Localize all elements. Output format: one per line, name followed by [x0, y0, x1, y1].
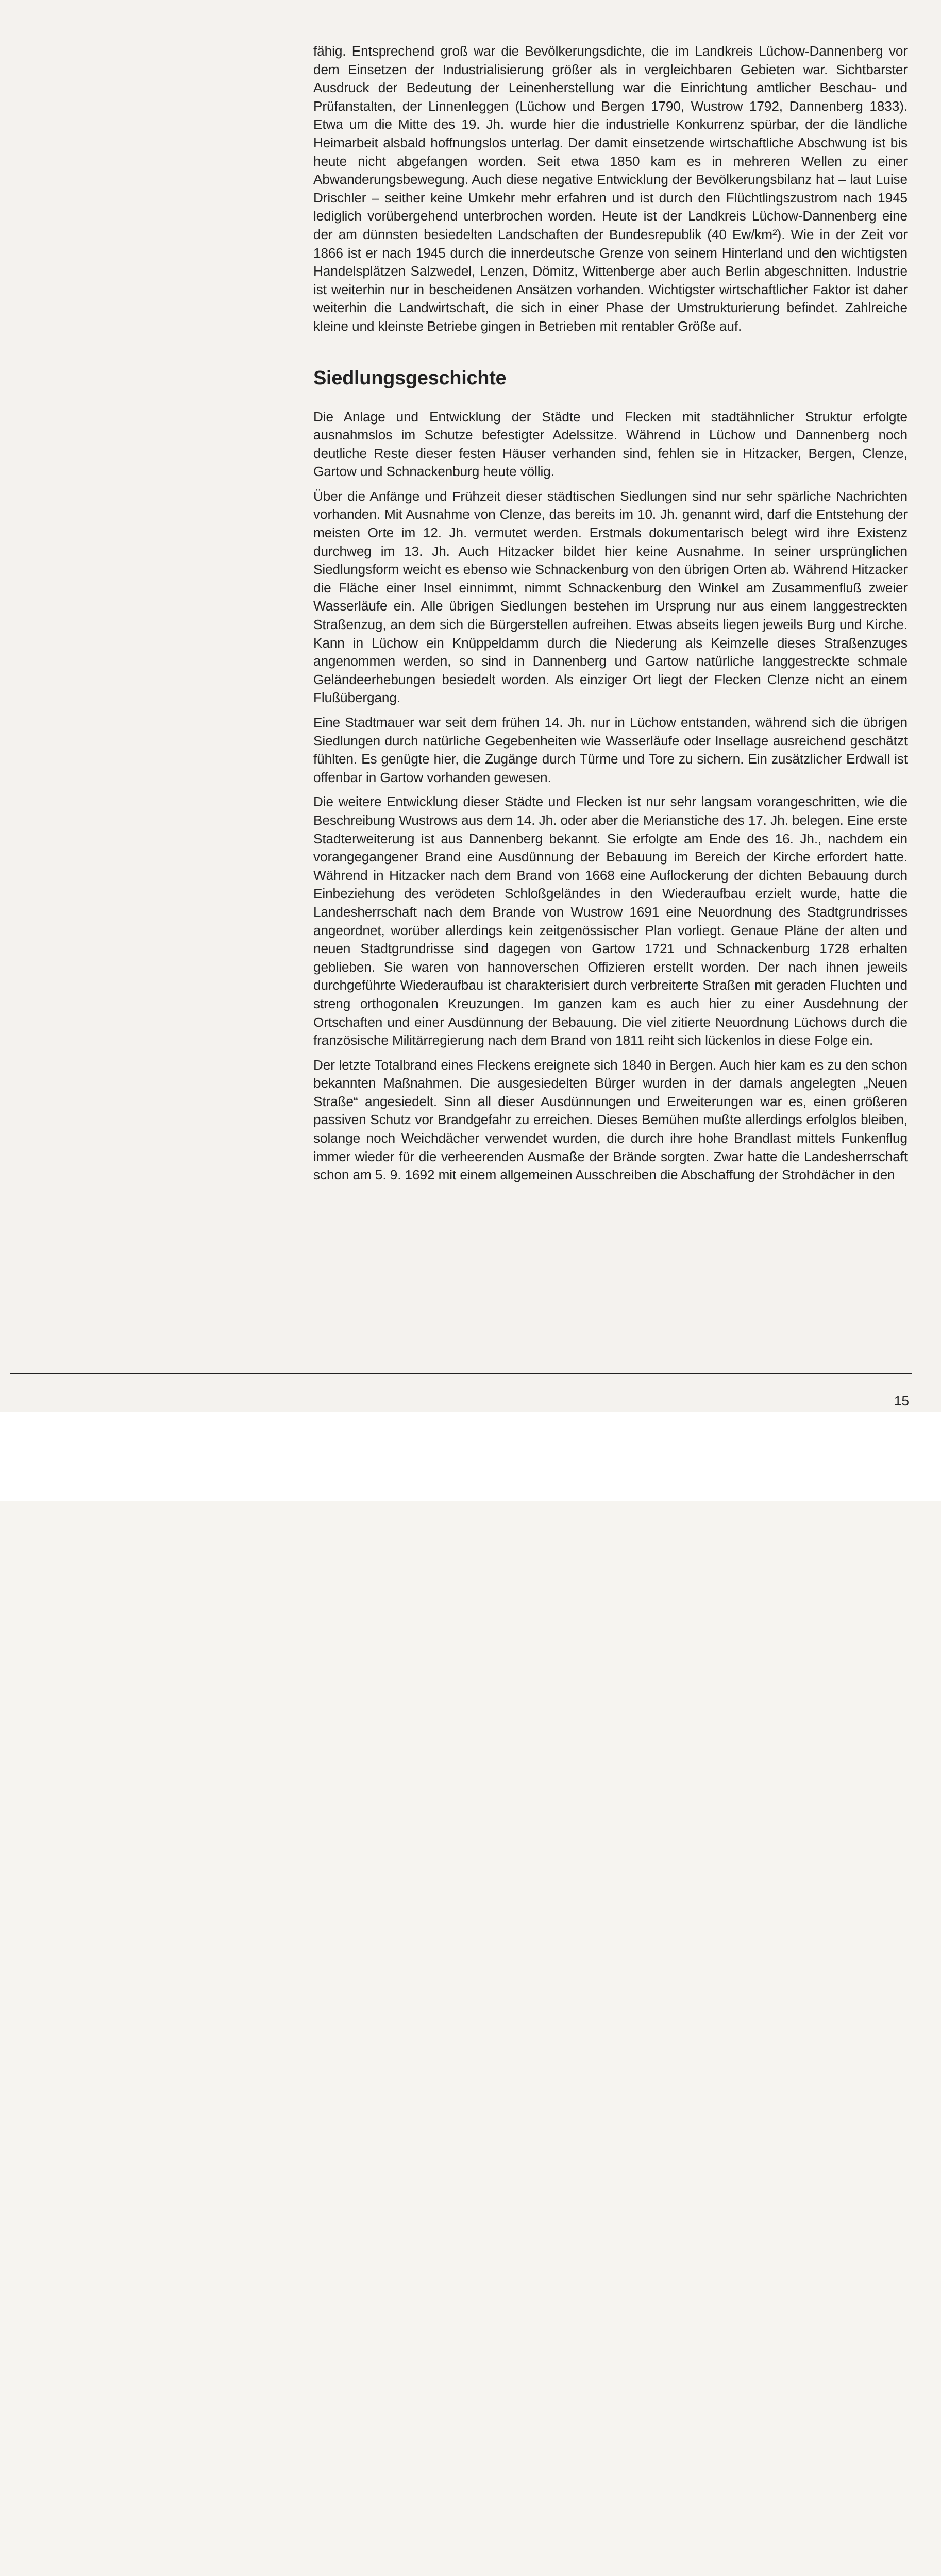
body-paragraph-5: Der letzte Totalbrand eines Fleckens ereignete sich 1840 in Bergen. Auch hier kam es zu den schon bekannten Maßnahmen. Die ausgesiedelten Bürger wurden in der damals angelegten „Neuen Straße“ angesiedelt. Sinn all dieser Ausdünnungen und Erweiterungen war es, einen größeren passiven Schutz vor Brandgefahr zu erreichen. Dieses Bemühen mußte allerdings erfolglos bleiben, solange noch Weichdächer verwendet wurden, die durch ihre hohe Brandlast mittels Funkenflug immer wieder für die verheerenden Ausmaße der Brände sorgten. Zwar hatte die Landesherrschaft schon am 5. 9. 1692 mit einem allgemeinen Ausschreiben die Abschaffung der Strohdächer in den	[313, 1057, 908, 1183]
section-heading: Siedlungsgeschichte	[313, 367, 507, 389]
body-paragraph-3: Eine Stadtmauer war seit dem frühen 14. Jh. nur in Lüchow entstanden, während sich die übrigen Siedlungen durch natürliche Gegebenheiten wie Wasserläufe oder Insellage ausreichend geschätzt fühlten. Es genügte hier, die Zugänge durch Türme und Tore zu sichern. Ein zusätzlicher Erdwall ist offenbar in Gartow vorhanden gewesen.	[313, 715, 908, 785]
text-column	[313, 42, 908, 1191]
footer-rule	[10, 1373, 912, 1374]
body-paragraph-4: Die weitere Entwicklung dieser Städte und Flecken ist nur sehr langsam vorangeschritten, wie die Beschreibung Wustrows aus dem 14. Jh. oder aber die Merianstiche des 17. Jh. belegen. Eine erste Stadterweiterung ist aus Dannenberg bekannt. Sie erfolgte am Ende des 16. Jh., nachdem ein vorangegangener Brand eine Ausdünnung der Bebauung im Bereich der Kirche erfordert hatte. Während in Hitzacker nach dem Brand von 1668 eine Auflockerung der dichten Bebauung durch Einbeziehung des verödeten Schloßgeländes in den Wiederaufbau erzielt wurde, hatte die Landesherrschaft nach dem Brande von Wustrow 1691 eine Neuordnung des Stadtgrundrisses angeordnet, worüber allerdings kein zeitgenössischer Plan vorliegt. Genaue Pläne der alten und neuen Stadtgrundrisse sind dagegen von Gartow 1721 und Schnackenburg 1728 erhalten geblieben. Sie waren von hannoverschen Offizieren erstellt worden. Der nach ihnen jeweils durchgeführte Wiederaufbau ist charakterisiert durch verbreiterte Straßen mit geraden Fluchten und streng orthogonalen Kreuzungen. Im ganzen kam es auch hier zu einer Ausdehnung der Ortschaften und einer Ausdünnung der Bebauung. Die viel zitierte Neuordnung Lüchows durch die französische Militärregierung nach dem Brand von 1811 reiht sich lückenlos in diese Folge ein.	[313, 794, 908, 1048]
intro-paragraph: fähig. Entsprechend groß war die Bevölkerungsdichte, die im Landkreis Lüchow-Dannenberg vor dem Einsetzen der Industrialisierung größer als in vergleichbaren Gebieten war. Sichtbarster Ausdruck der Bedeutung der Leinenherstellung war die Einrichtung amtlicher Beschau- und Prüfanstalten, der Linnenleggen (Lüchow und Bergen 1790, Wustrow 1792, Dannenberg 1833). Etwa um die Mitte des 19. Jh. wurde hier die industrielle Konkurrenz spürbar, der die ländliche Heimarbeit alsbald hoffnungslos unterlag. Der damit einsetzende wirtschaftliche Abschwung ist bis heute nicht abgefangen worden. Seit etwa 1850 kam es in mehreren Wellen zu einer Abwanderungsbewegung. Auch diese negative Entwicklung der Bevölkerungsbilanz hat – laut Luise Drischler – seither keine Umkehr mehr erfahren und ist durch den Flüchtlingszustrom nach 1945 lediglich vorübergehend unterbrochen worden. Heute ist der Landkreis Lüchow-Dannenberg eine der am dünnsten besiedelten Landschaften der Bundesrepublik (40 Ew/km²). Wie in der Zeit vor 1866 ist er nach 1945 durch die innerdeutsche Grenze von seinem Hinterland und den wichtigsten Handelsplätzen Salzwedel, Lenzen, Dömitz, Wittenberge aber auch Berlin abgeschnitten. Industrie ist weiterhin nur in bescheidenen Ansätzen vorhanden. Wichtigster wirtschaftlicher Faktor ist daher weiterhin die Landwirtschaft, die sich in einer Phase der Umstrukturierung befindet. Zahlreiche kleine und kleinste Betriebe gingen in Betrieben mit rentabler Größe auf.	[313, 43, 908, 334]
body-paragraph-2: Über die Anfänge und Frühzeit dieser städtischen Siedlungen sind nur sehr spärliche Nachrichten vorhanden. Mit Ausnahme von Clenze, das bereits im 10. Jh. genannt wird, darf die Entstehung der meisten Orte im 12. Jh. vermutet werden. Erstmals dokumentarisch belegt wird ihre Existenz durchweg im 13. Jh. Auch Hitzacker bildet hier keine Ausnahme. In seiner ursprünglichen Siedlungsform weicht es ebenso wie Schnackenburg von den übrigen Orten ab. Während Hitzacker die Fläche einer Insel einnimmt, nimmt Schnackenburg den Winkel am Zusammenfluß zweier Wasserläufe ein. Alle übrigen Siedlungen bestehen im Ursprung nur aus einem langgestreckten Straßenzug, an dem sich die Bürgerstellen aufreihen. Etwas abseits liegen jeweils Burg und Kirche. Kann in Lüchow ein Knüppeldamm durch die Niederung als Keimzelle dieses Straßenzuges angenommen werden, so sind in Dannenberg und Gartow natürliche langgestreckte schmale Geländeerhebungen besiedelt worden. Als einziger Ort liegt der Flecken Clenze nicht an einem Flußübergang.	[313, 488, 908, 706]
body-paragraph-1: Die Anlage und Entwicklung der Städte und Flecken mit stadtähnlicher Struktur erfolgte ausnahmslos im Schutze befestigter Adelssitze. Während in Lüchow und Dannenberg noch deutliche Reste dieser festen Häuser verhanden sind, fehlen sie in Hitzacker, Bergen, Clenze, Gartow und Schnackenburg heute völlig.	[313, 409, 908, 480]
page-number: 15	[894, 1393, 909, 1409]
viewer-footer	[0, 1412, 941, 1501]
